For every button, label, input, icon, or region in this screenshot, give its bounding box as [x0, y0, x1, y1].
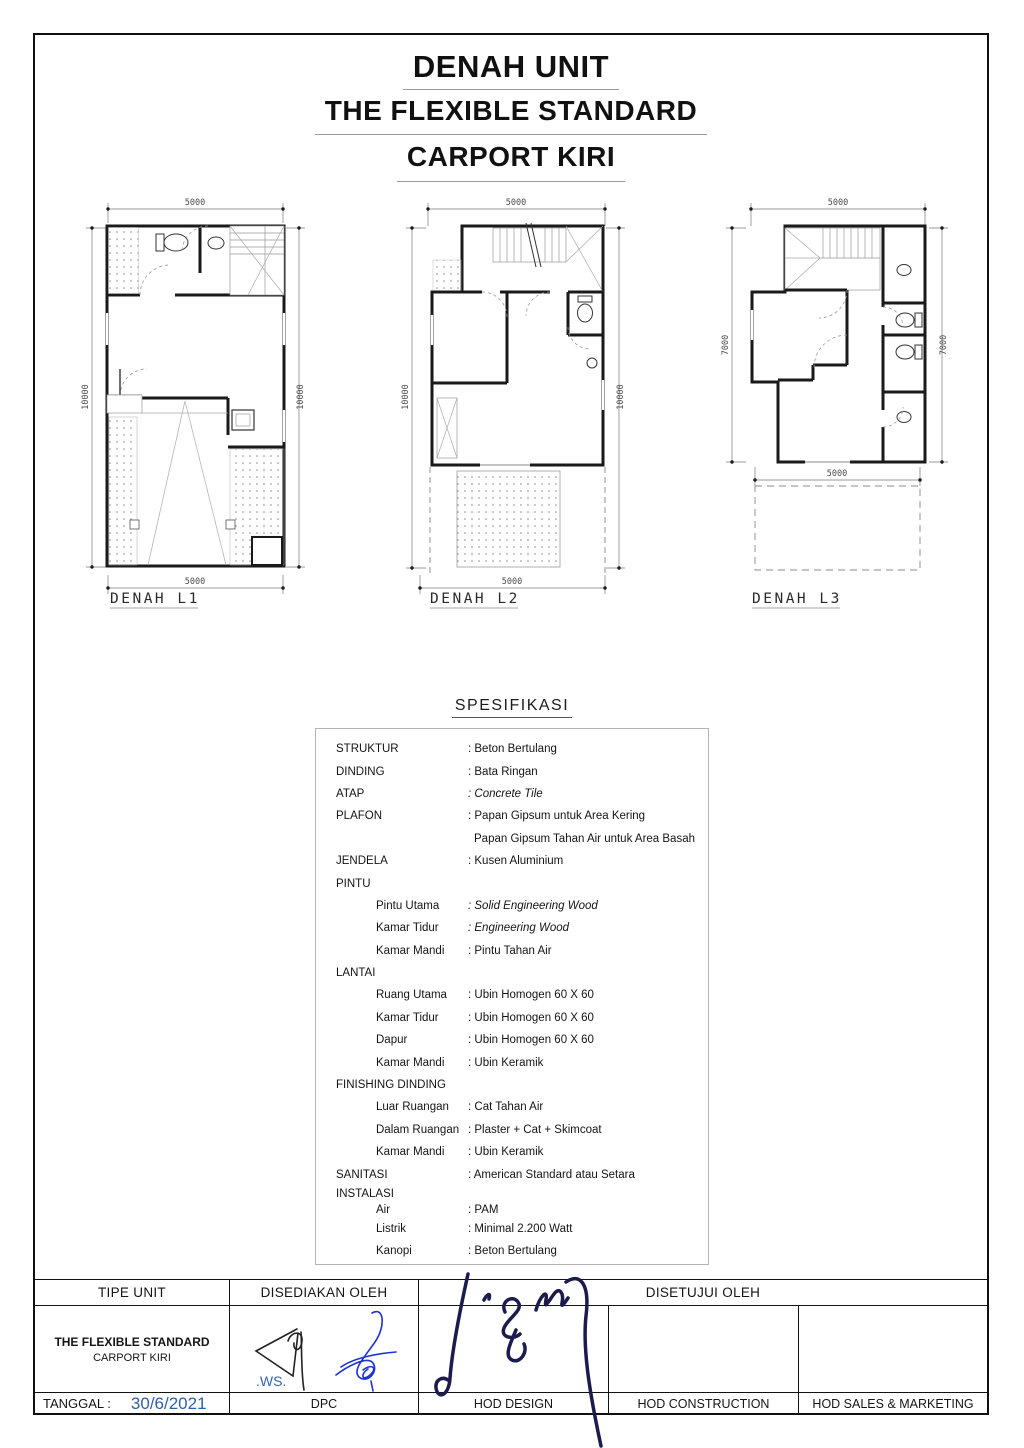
disediakan-header-label: DISEDIAKAN OLEH — [260, 1285, 388, 1300]
plan-l1-label: DENAH L1 — [110, 591, 200, 607]
l1-wash-basin — [232, 410, 254, 430]
spec-label: PINTU — [336, 877, 371, 890]
spec-value: : Ubin Homogen 60 X 60 — [468, 1034, 594, 1047]
floor-plan-l1-drawing — [80, 195, 310, 615]
floor-plan-l3 — [720, 195, 960, 615]
unit-name: THE FLEXIBLE STANDARD — [54, 1334, 210, 1349]
l1-sink-icon — [208, 237, 224, 249]
spec-label: INSTALASI — [336, 1187, 394, 1200]
l2-toilet-icon — [578, 296, 593, 322]
l3-sink-icon — [897, 265, 911, 276]
l3-dim-right: 7000 — [939, 334, 949, 356]
spec-row — [316, 962, 708, 984]
spec-label: Kamar Mandi — [376, 1056, 445, 1069]
tanggal-value: 30/6/2021 — [130, 1393, 207, 1413]
floor-plan-l2-drawing — [400, 195, 630, 615]
spec-heading-label: SPESIFIKASI — [452, 697, 572, 718]
spec-value: : Minimal 2.200 Watt — [468, 1223, 573, 1235]
l3-stairs-icon — [785, 228, 880, 290]
title-block — [35, 1279, 987, 1413]
l1-stairs-icon — [230, 226, 284, 295]
spec-label: Kamar Mandi — [376, 1146, 445, 1159]
spec-label: PLAFON — [336, 810, 383, 823]
spec-label: STRUKTUR — [336, 743, 399, 756]
l2-dim-right: 10000 — [616, 384, 626, 410]
spec-value: : Pintu Tahan Air — [468, 944, 552, 957]
spec-value: : Engineering Wood — [468, 922, 570, 935]
title-line-3: CARPORT KIRI — [35, 135, 987, 182]
spec-rows — [316, 738, 708, 1263]
unit-type-cell — [35, 1306, 230, 1392]
spec-value: : American Standard atau Setara — [468, 1168, 635, 1181]
dpc-signature-cell — [230, 1306, 419, 1392]
footer-hod-construction — [609, 1392, 799, 1414]
l3-dim-top: 5000 — [827, 198, 849, 208]
spec-row — [316, 738, 708, 760]
spec-value: : Beton Bertulang — [468, 743, 557, 756]
spec-value: : Plaster + Cat + Skimcoat — [468, 1123, 602, 1136]
l2-dim-top: 5000 — [505, 198, 527, 208]
footer-hod-sales-label: HOD SALES & MARKETING — [812, 1396, 974, 1411]
spec-row — [316, 895, 708, 917]
spec-label: Dapur — [376, 1034, 408, 1047]
spec-row — [316, 1119, 708, 1141]
spec-row — [316, 783, 708, 805]
spec-value: : Cat Tahan Air — [468, 1101, 544, 1114]
spec-label: Luar Ruangan — [376, 1101, 449, 1114]
disediakan-oleh-header — [230, 1280, 419, 1306]
spec-value: : Ubin Keramik — [468, 1056, 544, 1069]
tanggal-cell — [35, 1392, 230, 1414]
spec-value: : Concrete Tile — [468, 787, 543, 800]
l1-toilet-icon — [156, 234, 188, 251]
tipe-unit-header-label: TIPE UNIT — [98, 1285, 166, 1300]
spec-value: : Beton Bertulang — [468, 1245, 557, 1258]
spec-value: : Bata Ringan — [468, 765, 538, 778]
spec-row — [316, 940, 708, 962]
footer-hod-design-label: HOD DESIGN — [473, 1396, 554, 1411]
l1-garden-strip — [109, 417, 137, 565]
spec-row — [316, 872, 708, 894]
spec-row — [316, 1163, 708, 1185]
spec-value: : Ubin Keramik — [468, 1146, 544, 1159]
spec-box — [315, 728, 709, 1265]
footer-hod-design — [419, 1392, 609, 1414]
spec-label: JENDELA — [336, 855, 388, 868]
disetujui-header-label: DISETUJUI OLEH — [645, 1285, 761, 1300]
l1-dim-bottom: 5000 — [184, 577, 206, 587]
spec-label: FINISHING DINDING — [336, 1079, 446, 1092]
plan-l3-label: DENAH L3 — [752, 591, 842, 607]
spec-label: SANITASI — [336, 1168, 388, 1181]
spec-value: : Ubin Homogen 60 X 60 — [468, 1011, 594, 1024]
unit-subname: CARPORT KIRI — [93, 1351, 171, 1364]
spec-row — [316, 1240, 708, 1262]
l2-planter — [433, 260, 461, 291]
footer-dpc-label: DPC — [310, 1396, 338, 1411]
hod-construction-signature-cell — [609, 1306, 799, 1392]
spec-row — [316, 850, 708, 872]
spec-heading — [0, 697, 1024, 718]
l2-shaft — [437, 398, 457, 458]
spec-label: LANTAI — [336, 967, 376, 980]
spec-row — [316, 1029, 708, 1051]
spec-row — [316, 1141, 708, 1163]
spec-label: DINDING — [336, 765, 385, 778]
spec-row — [316, 760, 708, 782]
spec-row — [316, 1007, 708, 1029]
l2-terrace-below — [457, 471, 560, 567]
l1-dim-right: 10000 — [296, 384, 306, 410]
spec-row — [316, 1074, 708, 1096]
spec-row — [316, 805, 708, 827]
l1-dim-top: 5000 — [184, 198, 206, 208]
l1-drain-icon — [130, 520, 139, 529]
l2-dim-left: 10000 — [401, 384, 411, 410]
spec-row — [316, 1051, 708, 1073]
spec-row — [316, 828, 708, 850]
spec-label: ATAP — [336, 787, 365, 800]
spec-value: : PAM — [468, 1203, 499, 1216]
spec-label: Kamar Tidur — [376, 922, 439, 935]
l1-drain-icon — [226, 520, 235, 529]
spec-row — [316, 1218, 708, 1240]
l3-dim-bottom: 5000 — [826, 469, 848, 479]
spec-row — [316, 1096, 708, 1118]
l2-sink-icon — [587, 358, 597, 368]
floor-plan-l2 — [400, 195, 630, 615]
tanggal-label: TANGGAL : — [43, 1396, 111, 1411]
spec-value: Papan Gipsum Tahan Air untuk Area Basah — [474, 832, 695, 845]
l3-land-boundary — [755, 486, 920, 570]
spec-label: Kamar Mandi — [376, 944, 445, 957]
spec-label: Listrik — [376, 1223, 407, 1235]
l3-toilet-icon — [896, 313, 922, 327]
spec-label: Ruang Utama — [376, 989, 447, 1002]
spec-row — [316, 917, 708, 939]
ws-initials: .WS. — [256, 1373, 287, 1389]
l1-dim-left: 10000 — [81, 384, 91, 410]
spec-label: Kamar Tidur — [376, 1011, 439, 1024]
l1-bathroom-floor — [109, 228, 139, 294]
spec-value: : Ubin Homogen 60 X 60 — [468, 989, 594, 1002]
spec-value: : Papan Gipsum untuk Area Kering — [468, 810, 646, 823]
footer-hod-sales — [799, 1392, 987, 1414]
l3-sink-icon — [897, 412, 911, 423]
spec-row — [316, 984, 708, 1006]
footer-dpc — [230, 1392, 419, 1414]
sheet-titles — [35, 47, 987, 182]
spec-label: Pintu Utama — [376, 899, 440, 912]
spec-label: Dalam Ruangan — [376, 1123, 460, 1136]
l3-dim-left: 7000 — [721, 334, 731, 356]
l2-dim-bottom: 5000 — [501, 577, 523, 587]
floor-plan-l1 — [80, 195, 310, 615]
floor-plan-l3-drawing — [720, 195, 960, 615]
tipe-unit-header — [35, 1280, 230, 1306]
disetujui-oleh-header — [419, 1280, 987, 1306]
spec-label: Kanopi — [376, 1245, 412, 1258]
spec-row — [316, 1202, 708, 1218]
l1-storage-box — [252, 537, 282, 565]
footer-hod-construction-label: HOD CONSTRUCTION — [637, 1396, 770, 1411]
hod-design-signature-cell — [419, 1306, 609, 1392]
spec-value: : Kusen Aluminium — [468, 855, 564, 868]
plan-l2-label: DENAH L2 — [430, 591, 520, 607]
title-line-2: THE FLEXIBLE STANDARD — [35, 90, 987, 135]
title-line-1: DENAH UNIT — [35, 47, 987, 90]
spec-row — [316, 1186, 708, 1202]
l3-toilet-icon — [896, 345, 922, 359]
spec-value: : Solid Engineering Wood — [468, 899, 598, 912]
spec-label: Air — [376, 1203, 391, 1216]
hod-sales-signature-cell — [799, 1306, 987, 1392]
